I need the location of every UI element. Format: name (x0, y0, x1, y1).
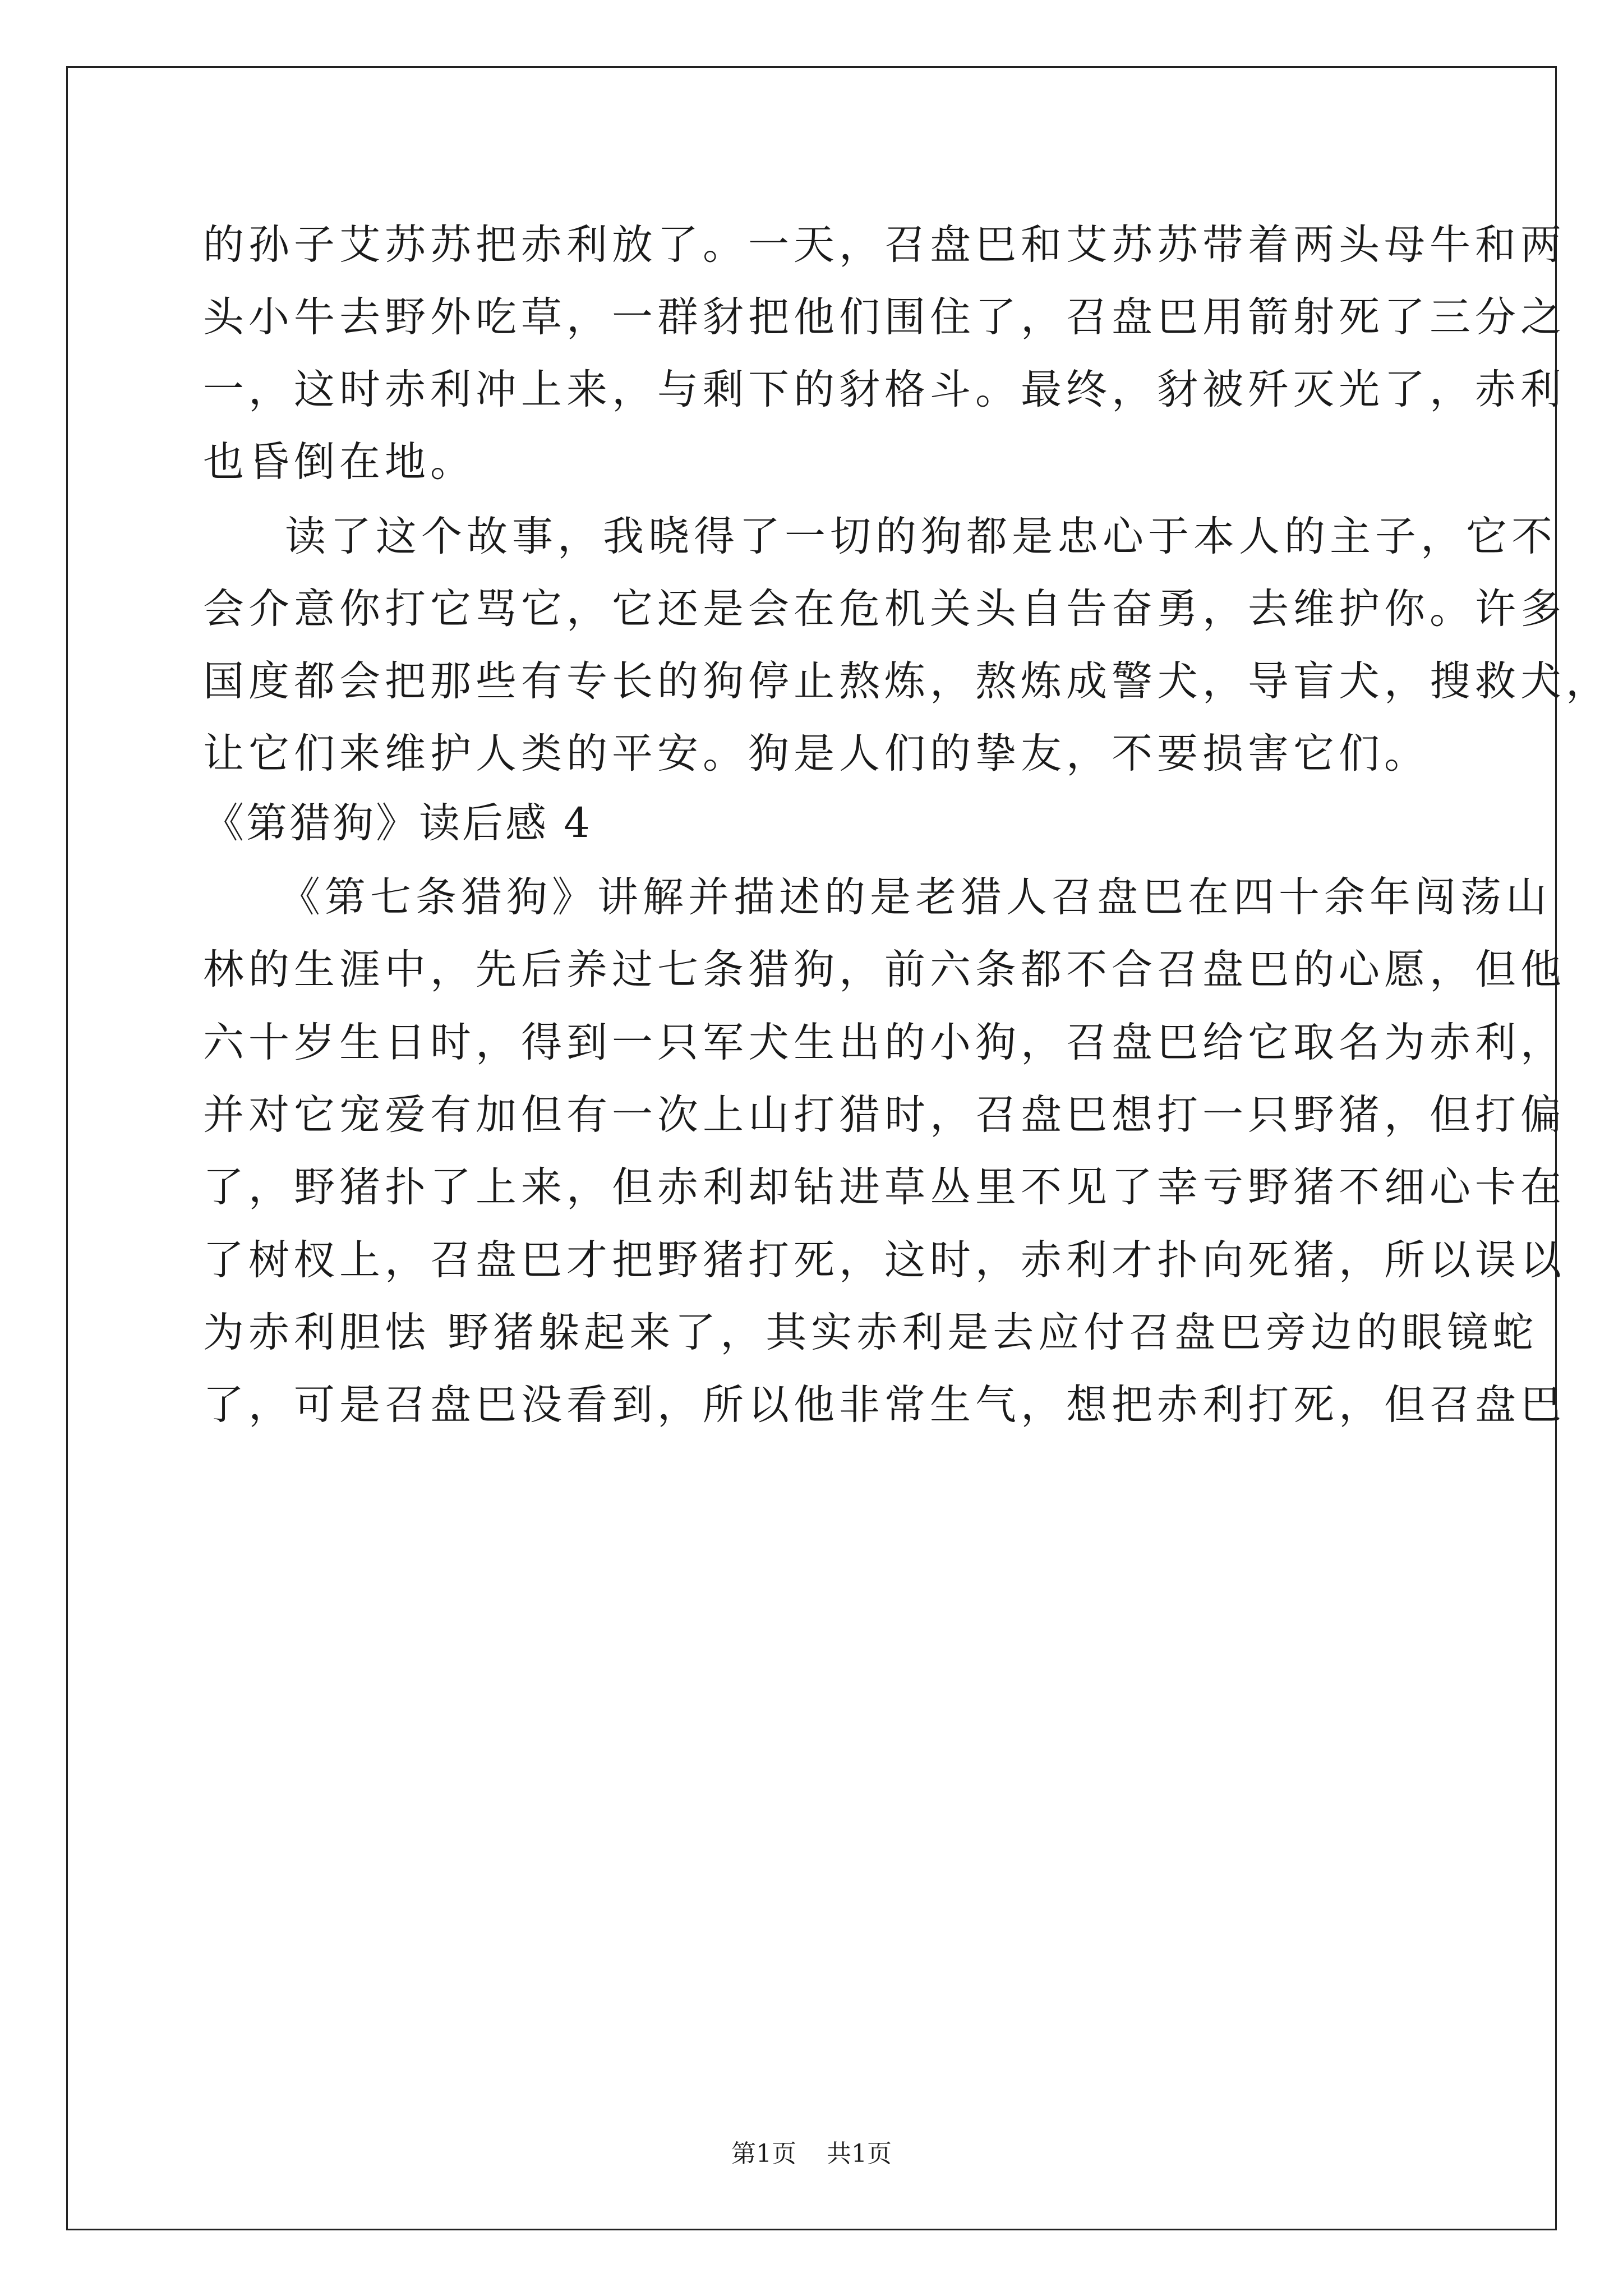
text-line: 为赤利胆怯 野猪躲起来了，其实赤利是去应付召盘巴旁边的眼镜蛇 (203, 1309, 1538, 1356)
page-number-current: 第1页 (731, 2139, 796, 2168)
paragraph-first-line: 《第七条猎狗》讲解并描述的是老猎人召盘巴在四十余年闯荡山 (279, 873, 1551, 921)
text-line: 会介意你打它骂它，它还是会在危机关头自告奋勇，去维护你。许多 (203, 585, 1566, 633)
page-footer (0, 2137, 1623, 2171)
text-line: 也昏倒在地。 (203, 438, 476, 486)
text-line: 了，可是召盘巴没看到，所以他非常生气，想把赤利打死，但召盘巴 (203, 1381, 1566, 1429)
text-line: 国度都会把那些有专长的狗停止熬炼，熬炼成警犬，导盲犬，搜救犬， (203, 657, 1611, 705)
text-line: 六十岁生日时，得到一只军犬生出的小狗，召盘巴给它取名为赤利， (203, 1019, 1566, 1066)
text-line: 让它们来维护人类的平安。狗是人们的挚友，不要损害它们。 (203, 730, 1430, 777)
text-line: 的孙子艾苏苏把赤利放了。一天，召盘巴和艾苏苏带着两头母牛和两 (203, 221, 1566, 269)
section-heading: 《第猎狗》读后感 4 (203, 799, 592, 847)
text-line: 了树杈上，召盘巴才把野猪打死，这时，赤利才扑向死猪，所以误以 (203, 1236, 1566, 1284)
text-line: 并对它宠爱有加但有一次上山打猎时，召盘巴想打一只野猪，但打偏 (203, 1091, 1566, 1139)
text-line: 头小牛去野外吃草，一群豺把他们围住了，召盘巴用箭射死了三分之 (203, 293, 1566, 341)
page-number-total: 共1页 (827, 2139, 892, 2168)
text-line: 林的生涯中，先后养过七条猎狗，前六条都不合召盘巴的心愿，但他 (203, 946, 1566, 993)
text-line: 一，这时赤利冲上来，与剩下的豺格斗。最终，豺被歼灭光了，赤利 (203, 366, 1566, 413)
paragraph-first-line: 读了这个故事，我晓得了一切的狗都是忠心于本人的主子，它不 (285, 513, 1557, 560)
text-line: 了，野猪扑了上来，但赤利却钻进草丛里不见了幸亏野猪不细心卡在 (203, 1163, 1566, 1211)
